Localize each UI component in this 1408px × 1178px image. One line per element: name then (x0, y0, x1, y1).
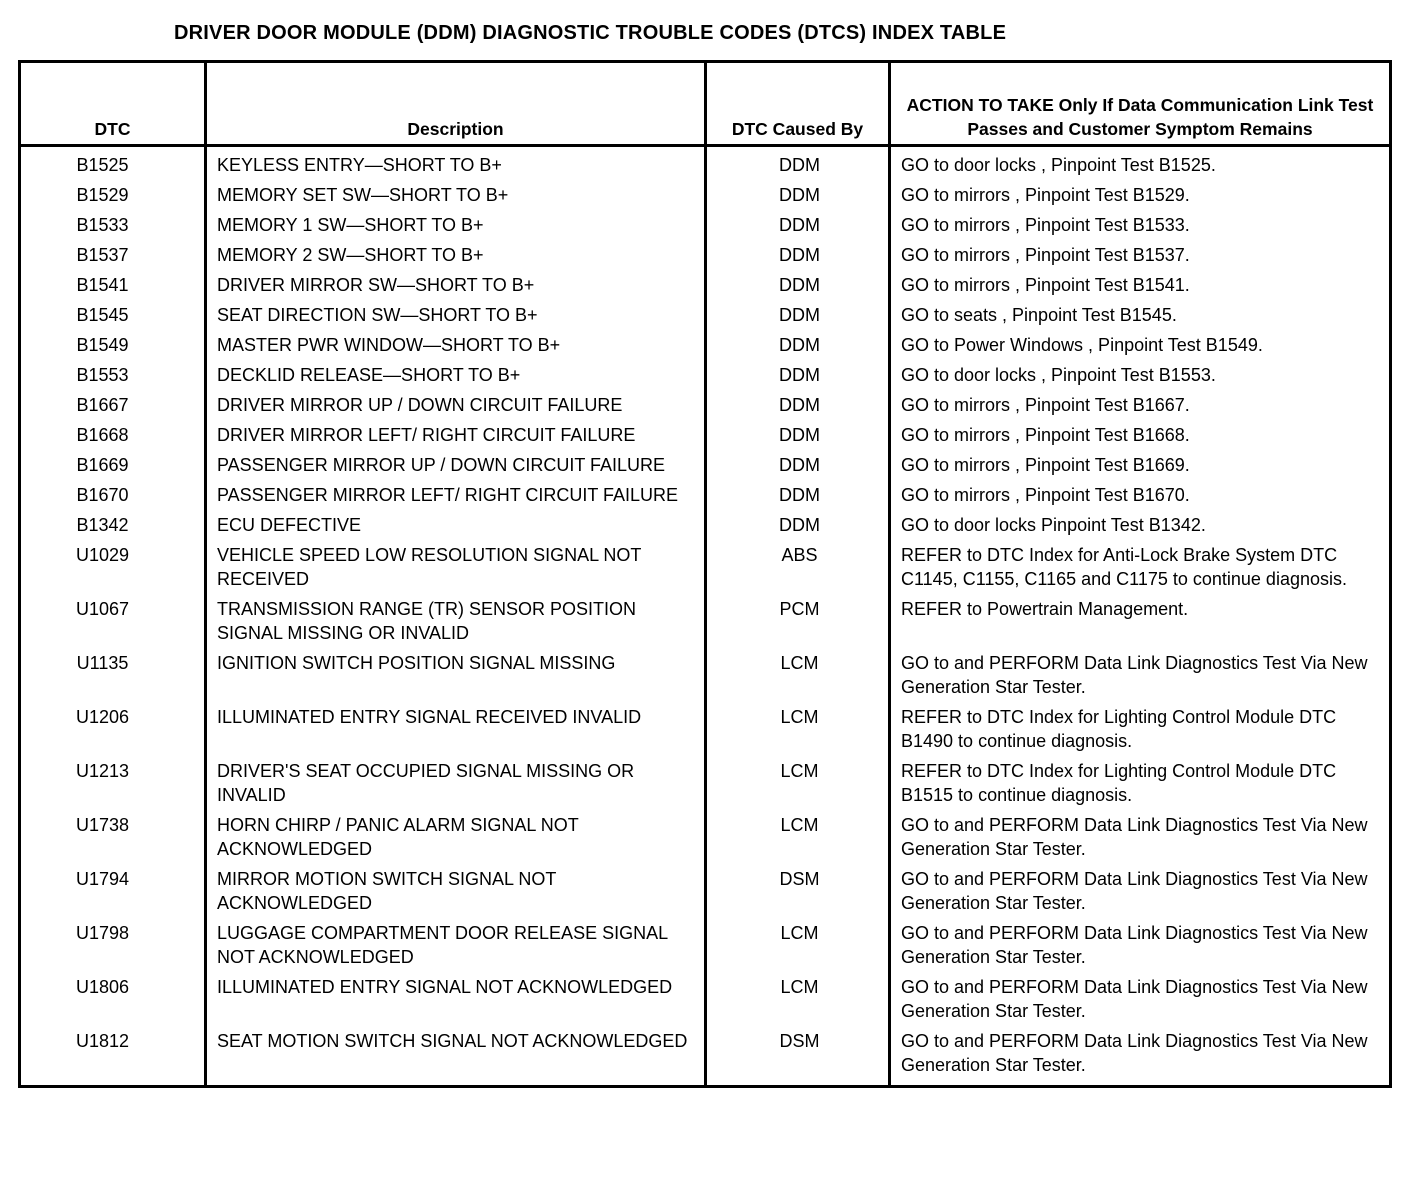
action-cell: GO to and PERFORM Data Link Diagnostics Test Via New Generation Star Tester. (890, 1026, 1391, 1087)
caused-by-cell: DDM (706, 510, 890, 540)
caused-by-cell: DDM (706, 360, 890, 390)
description-cell: DRIVER MIRROR SW—SHORT TO B+ (206, 270, 706, 300)
action-cell: GO to mirrors , Pinpoint Test B1541. (890, 270, 1391, 300)
table-row (20, 180, 1391, 210)
table-row (20, 300, 1391, 330)
caused-by-cell: PCM (706, 594, 890, 648)
description-cell: MEMORY 2 SW—SHORT TO B+ (206, 240, 706, 270)
table-row (20, 146, 1391, 181)
dtc-code-cell: U1135 (76, 653, 129, 673)
action-cell: GO to door locks , Pinpoint Test B1525. (890, 146, 1391, 181)
table-row (20, 330, 1391, 360)
action-cell: GO to mirrors , Pinpoint Test B1668. (890, 420, 1391, 450)
table-row (20, 918, 1391, 972)
dtc-code-cell: U1738 (75, 815, 130, 835)
caused-by-cell: DDM (706, 300, 890, 330)
caused-by-cell: LCM (706, 648, 890, 702)
table-row (20, 702, 1391, 756)
dtc-code-cell: B1545 (76, 305, 129, 325)
caused-by-cell: LCM (706, 756, 890, 810)
caused-by-cell: DDM (706, 146, 890, 181)
table-row (20, 240, 1391, 270)
action-cell: GO to mirrors , Pinpoint Test B1537. (890, 240, 1391, 270)
description-cell: ILLUMINATED ENTRY SIGNAL RECEIVED INVALID (206, 702, 706, 756)
action-cell: REFER to Powertrain Management. (890, 594, 1391, 648)
dtc-code-cell: U1213 (75, 761, 130, 781)
description-cell: IGNITION SWITCH POSITION SIGNAL MISSING (206, 648, 706, 702)
action-cell: REFER to DTC Index for Lighting Control Module DTC B1490 to continue diagnosis. (890, 702, 1391, 756)
dtc-code-cell: B1525 (76, 155, 129, 175)
description-cell: MIRROR MOTION SWITCH SIGNAL NOT ACKNOWLEDGED (206, 864, 706, 918)
table-row (20, 540, 1391, 594)
caused-by-cell: DDM (706, 330, 890, 360)
dtc-code-cell: U1794 (75, 869, 130, 889)
dtc-index-table (18, 60, 1392, 1088)
description-cell: KEYLESS ENTRY—SHORT TO B+ (206, 146, 706, 181)
description-cell: DRIVER MIRROR UP / DOWN CIRCUIT FAILURE (206, 390, 706, 420)
description-cell: SEAT MOTION SWITCH SIGNAL NOT ACKNOWLEDGED (206, 1026, 706, 1087)
action-cell: REFER to DTC Index for Anti-Lock Brake System DTC C1145, C1155, C1165 and C1175 to continue diagnosis. (890, 540, 1391, 594)
caused-by-cell: LCM (706, 810, 890, 864)
caused-by-cell: DSM (706, 1026, 890, 1087)
description-cell: DRIVER'S SEAT OCCUPIED SIGNAL MISSING OR INVALID (206, 756, 706, 810)
caused-by-cell: DDM (706, 210, 890, 240)
caused-by-cell: DDM (706, 420, 890, 450)
caused-by-cell: DSM (706, 864, 890, 918)
table-row (20, 360, 1391, 390)
caused-by-cell: DDM (706, 240, 890, 270)
action-cell: GO to mirrors , Pinpoint Test B1529. (890, 180, 1391, 210)
description-cell: MEMORY SET SW—SHORT TO B+ (206, 180, 706, 210)
action-cell: GO to mirrors , Pinpoint Test B1670. (890, 480, 1391, 510)
table-header-row (20, 62, 1391, 146)
dtc-code-cell: B1553 (76, 365, 129, 385)
caused-by-cell: LCM (706, 972, 890, 1026)
caused-by-cell: DDM (706, 480, 890, 510)
description-cell: PASSENGER MIRROR UP / DOWN CIRCUIT FAILURE (206, 450, 706, 480)
table-row (20, 270, 1391, 300)
dtc-code-cell: U1067 (75, 599, 130, 619)
action-cell: GO to door locks Pinpoint Test B1342. (890, 510, 1391, 540)
action-cell: GO to mirrors , Pinpoint Test B1533. (890, 210, 1391, 240)
dtc-code-cell: U1806 (75, 977, 130, 997)
dtc-code-cell: B1537 (76, 245, 129, 265)
action-cell: GO to and PERFORM Data Link Diagnostics Test Via New Generation Star Tester. (890, 864, 1391, 918)
description-cell: ILLUMINATED ENTRY SIGNAL NOT ACKNOWLEDGED (206, 972, 706, 1026)
header-action: ACTION TO TAKE Only If Data Communication Link Test Passes and Customer Symptom Remains (890, 62, 1391, 146)
caused-by-cell: DDM (706, 390, 890, 420)
page-title: DRIVER DOOR MODULE (DDM) DIAGNOSTIC TROUBLE CODES (DTCS) INDEX TABLE (174, 22, 1007, 44)
table-row (20, 450, 1391, 480)
action-cell: GO to mirrors , Pinpoint Test B1667. (890, 390, 1391, 420)
table-row (20, 972, 1391, 1026)
action-cell: GO to and PERFORM Data Link Diagnostics Test Via New Generation Star Tester. (890, 918, 1391, 972)
description-cell: LUGGAGE COMPARTMENT DOOR RELEASE SIGNAL NOT ACKNOWLEDGED (206, 918, 706, 972)
action-cell: GO to and PERFORM Data Link Diagnostics Test Via New Generation Star Tester. (890, 810, 1391, 864)
table-row (20, 864, 1391, 918)
table-row (20, 510, 1391, 540)
dtc-code-cell: B1342 (76, 515, 129, 535)
caused-by-cell: DDM (706, 270, 890, 300)
dtc-code-cell: B1669 (76, 455, 129, 475)
table-row (20, 648, 1391, 702)
table-row (20, 756, 1391, 810)
caused-by-cell: DDM (706, 450, 890, 480)
dtc-code-cell: B1667 (76, 395, 129, 415)
table-row (20, 390, 1391, 420)
action-cell: GO to and PERFORM Data Link Diagnostics Test Via New Generation Star Tester. (890, 972, 1391, 1026)
dtc-code-cell: B1668 (76, 425, 129, 445)
action-cell: REFER to DTC Index for Lighting Control Module DTC B1515 to continue diagnosis. (890, 756, 1391, 810)
header-caused-by: DTC Caused By (706, 62, 890, 146)
table-row (20, 480, 1391, 510)
dtc-code-cell: U1206 (75, 707, 130, 727)
action-cell: GO to and PERFORM Data Link Diagnostics Test Via New Generation Star Tester. (890, 648, 1391, 702)
caused-by-cell: DDM (706, 180, 890, 210)
description-cell: SEAT DIRECTION SW—SHORT TO B+ (206, 300, 706, 330)
description-cell: MEMORY 1 SW—SHORT TO B+ (206, 210, 706, 240)
dtc-code-cell: B1529 (76, 185, 129, 205)
description-cell: DRIVER MIRROR LEFT/ RIGHT CIRCUIT FAILURE (206, 420, 706, 450)
description-cell: PASSENGER MIRROR LEFT/ RIGHT CIRCUIT FAILURE (206, 480, 706, 510)
dtc-code-cell: B1549 (76, 335, 129, 355)
table-row (20, 594, 1391, 648)
dtc-code-cell: B1670 (76, 485, 129, 505)
caused-by-cell: LCM (706, 702, 890, 756)
description-cell: VEHICLE SPEED LOW RESOLUTION SIGNAL NOT RECEIVED (206, 540, 706, 594)
action-cell: GO to Power Windows , Pinpoint Test B1549. (890, 330, 1391, 360)
action-cell: GO to door locks , Pinpoint Test B1553. (890, 360, 1391, 390)
header-dtc: DTC (20, 62, 206, 146)
description-cell: MASTER PWR WINDOW—SHORT TO B+ (206, 330, 706, 360)
table-row (20, 420, 1391, 450)
table-row (20, 1026, 1391, 1087)
description-cell: DECKLID RELEASE—SHORT TO B+ (206, 360, 706, 390)
table-row (20, 210, 1391, 240)
dtc-code-cell: U1812 (75, 1031, 130, 1051)
dtc-code-cell: B1541 (76, 275, 129, 295)
dtc-code-cell: B1533 (76, 215, 129, 235)
action-cell: GO to seats , Pinpoint Test B1545. (890, 300, 1391, 330)
caused-by-cell: LCM (706, 918, 890, 972)
description-cell: HORN CHIRP / PANIC ALARM SIGNAL NOT ACKNOWLEDGED (206, 810, 706, 864)
table-body (20, 146, 1391, 1087)
dtc-code-cell: U1029 (75, 545, 130, 565)
caused-by-cell: ABS (706, 540, 890, 594)
header-description: Description (206, 62, 706, 146)
description-cell: TRANSMISSION RANGE (TR) SENSOR POSITION SIGNAL MISSING OR INVALID (206, 594, 706, 648)
table-row (20, 810, 1391, 864)
dtc-code-cell: U1798 (75, 923, 130, 943)
description-cell: ECU DEFECTIVE (206, 510, 706, 540)
action-cell: GO to mirrors , Pinpoint Test B1669. (890, 450, 1391, 480)
